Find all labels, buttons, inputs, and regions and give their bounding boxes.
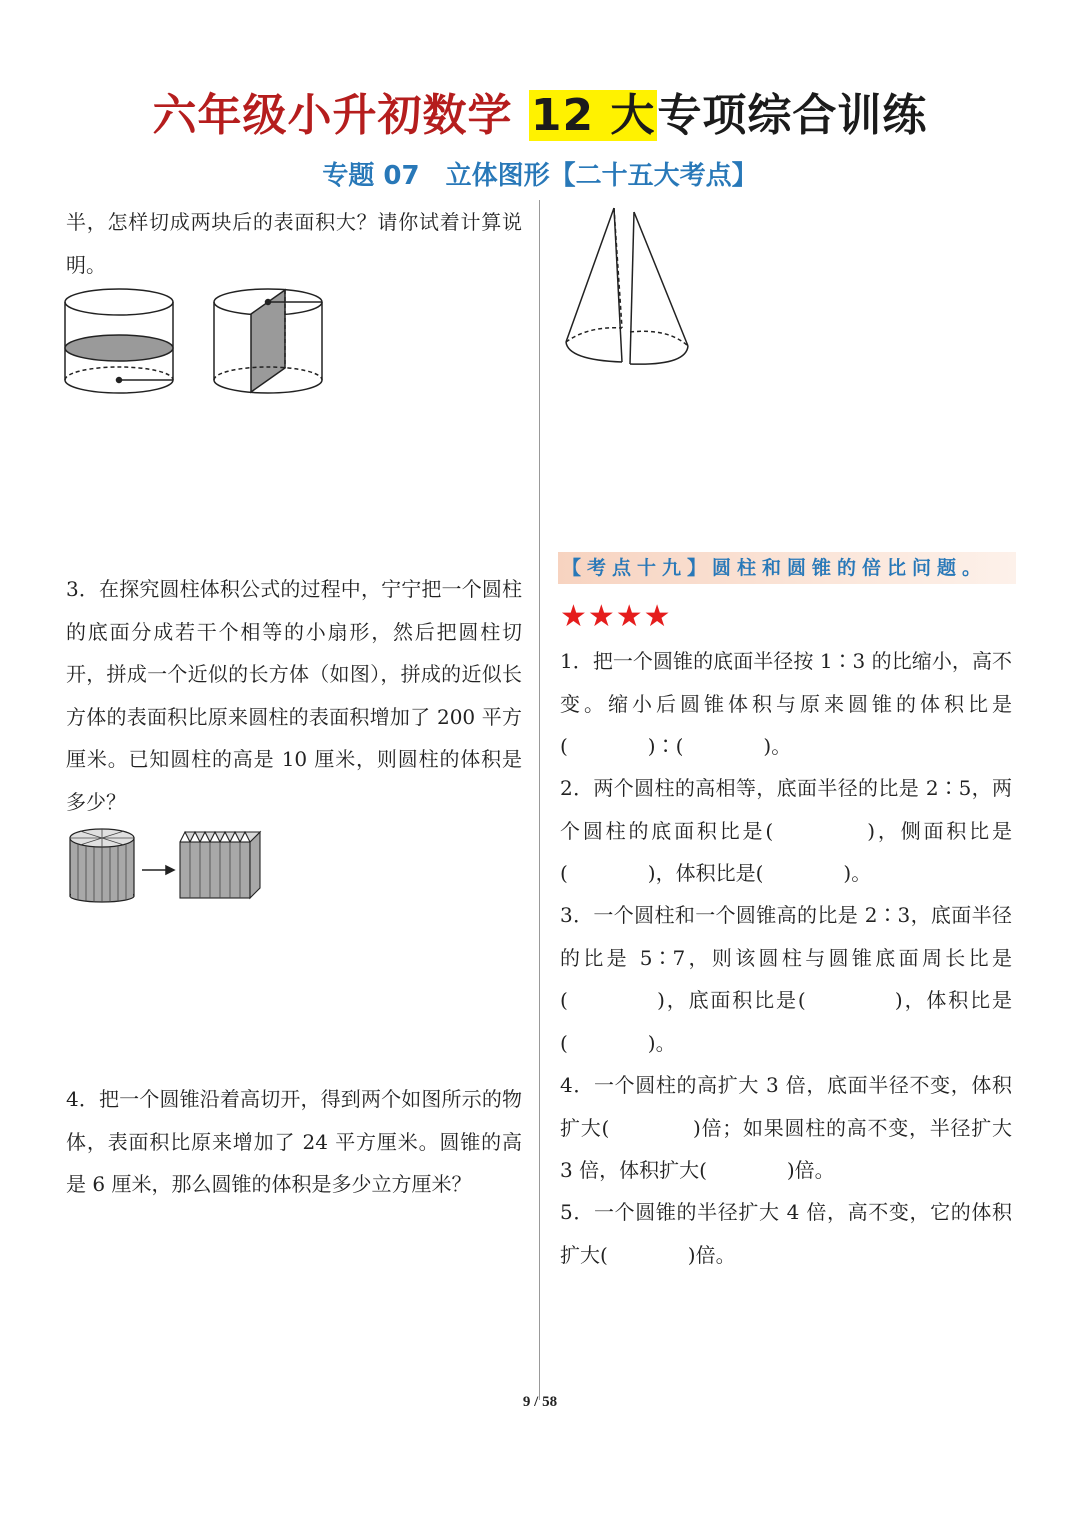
title-part-2: 专项综合训练 — [657, 90, 928, 141]
page-number: 9 / 58 — [522, 1394, 558, 1410]
section-heading-19: 【考点十九】圆柱和圆锥的倍比问题。 — [558, 552, 1016, 584]
question-3: 3．在探究圆柱体积公式的过程中，宁宁把一个圆柱的底面分成若干个相等的小扇形，然后把圆柱切开，拼成一个近似的长方体（如图），拼成的近似长方体的表面积比原来圆柱的表面积增加了 200 平方厘米。已知圆柱的高是 10 厘米，则圆柱的体积是多少？ — [66, 577, 522, 814]
page-title — [0, 72, 1080, 160]
practice-question-4: 4．一个圆柱的高扩大 3 倍，底面半径不变，体积扩大( )倍；如果圆柱的高不变，半径扩大 3 倍，体积扩大( )倍。 — [560, 1073, 1012, 1182]
cone-half-right — [630, 212, 688, 364]
right-arrow-icon — [142, 866, 174, 874]
title-highlight: 12 大 — [530, 90, 656, 141]
cylinder-horizontal-cut-figure — [65, 289, 173, 393]
cone-half-left — [566, 208, 622, 362]
practice-question-1: 1．把一个圆锥的底面半径按 1∶3 的比缩小，高不变。缩小后圆锥体积与原来圆锥的体积比是( )∶( )。 — [560, 649, 1012, 758]
cylinder-cut-figures — [60, 284, 330, 404]
difficulty-stars: ★★★★ — [560, 599, 672, 634]
question-2-continuation: 半，怎样切成两块后的表面积大？请你试着计算说明。 — [66, 210, 522, 277]
cylinder-to-cuboid-figure — [66, 826, 266, 904]
question-4: 4．把一个圆锥沿着高切开，得到两个如图所示的物体，表面积比原来增加了 24 平方厘米。圆锥的高是 6 厘米，那么圆锥的体积是多少立方厘米？ — [66, 1087, 522, 1196]
practice-question-3: 3．一个圆柱和一个圆锥高的比是 2∶3，底面半径的比是 5∶7，则该圆柱与圆锥底面周长比是( )，底面积比是( )，体积比是( )。 — [560, 903, 1012, 1055]
split-cone-figure — [558, 204, 698, 370]
approximate-cuboid-icon — [180, 832, 260, 898]
sliced-cylinder-icon — [70, 829, 134, 902]
practice-question-2: 2．两个圆柱的高相等，底面半径的比是 2∶5，两个圆柱的底面积比是( )，侧面积比是( )，体积比是( )。 — [560, 776, 1012, 885]
practice-question-5: 5．一个圆锥的半径扩大 4 倍，高不变，它的体积扩大( )倍。 — [560, 1200, 1012, 1267]
column-divider — [539, 200, 540, 1400]
page-subtitle: 专题 07 立体图形【二十五大考点】 — [322, 161, 758, 191]
title-part-1: 六年级小升初数学 — [152, 90, 529, 141]
cylinder-vertical-cut-figure — [214, 289, 322, 393]
